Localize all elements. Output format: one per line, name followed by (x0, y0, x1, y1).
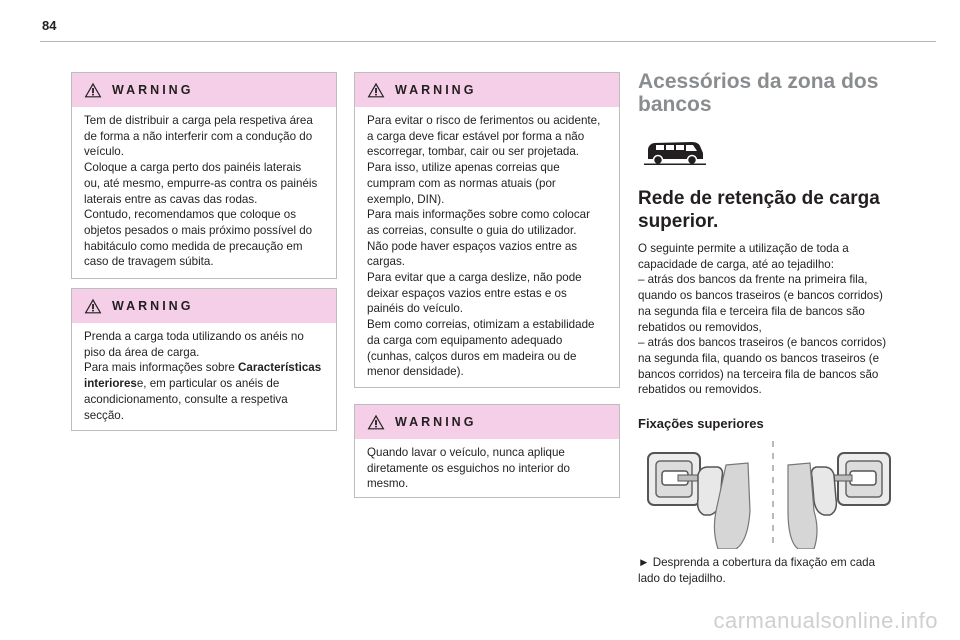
warning-header (355, 73, 619, 107)
warning-triangle-icon (84, 298, 102, 314)
warning-body (355, 439, 619, 500)
body-line: – atrás dos bancos da frente na primeira fila, (638, 273, 868, 287)
warning-header (72, 73, 336, 107)
subsection-title-line: Rede de retenção de carga (638, 188, 880, 209)
page-number: 84 (42, 18, 57, 33)
warning-body (355, 107, 619, 388)
warning-line: Para mais informações sobre como colocar (367, 208, 590, 222)
body-line: na segunda fila e terceira fila de bancos são (638, 304, 865, 318)
section-title-line: bancos (638, 93, 712, 116)
warning-line: secção. (84, 408, 124, 422)
vehicle-van-icon (642, 136, 706, 168)
warning-box-washing (354, 404, 620, 498)
warning-line: da carga com equipamento adequado (367, 333, 563, 347)
warning-line: as correias, consulte o guia do utilizador. (367, 223, 577, 237)
warning-text: Para mais informações sobre (84, 361, 239, 375)
warning-line: ou, até mesmo, empurre-as contra os painéis (84, 176, 318, 190)
subsection-title (638, 187, 900, 233)
warning-text: e, em particular os anéis de (136, 377, 280, 391)
warning-line: Tem de distribuir a carga pela respetiva área (84, 114, 313, 127)
warning-triangle-icon (84, 82, 102, 98)
warning-line: a carga deve ficar estável por forma a não (367, 129, 585, 143)
warning-line: caso de travagem súbita. (84, 255, 214, 269)
body-line: quando os bancos traseiros (e bancos corridos) (638, 289, 883, 303)
section-title-line: Acessórios da zona dos (638, 70, 879, 93)
warning-line (84, 360, 326, 376)
warning-line (84, 376, 326, 392)
warning-line: painéis do veículo. (367, 302, 464, 316)
warning-title: WARNING (112, 83, 194, 97)
upper-fixings-diagram (638, 441, 900, 549)
instruction-caption (638, 555, 900, 586)
warning-line: Para evitar o risco de ferimentos ou acidente, (367, 114, 601, 127)
body-line: O seguinte permite a utilização de toda a (638, 242, 849, 255)
seat-accessories-section (638, 70, 900, 586)
warning-line: Quando lavar o veículo, nunca aplique (367, 446, 565, 459)
warning-triangle-icon (367, 82, 385, 98)
warning-line: menor densidade). (367, 365, 464, 379)
warning-title: WARNING (112, 299, 194, 313)
caption-line: ► Desprenda a cobertura da fixação em cada (638, 556, 876, 570)
warning-header (355, 405, 619, 439)
body-line: capacidade de carga, até ao tejadilho: (638, 257, 834, 271)
watermark: carmanualsonline.info (713, 608, 938, 633)
caption-line: lado do tejadilho. (638, 571, 726, 585)
warning-box-load-distribution (71, 72, 337, 279)
warning-box-load-stability (354, 72, 620, 388)
warning-line: Coloque a carga perto dos painéis laterais (84, 161, 302, 175)
warning-line: exemplo, DIN). (367, 192, 445, 206)
warning-line: mesmo. (367, 477, 409, 491)
warning-line: Para evitar que a carga deslize, não pode (367, 271, 582, 285)
warning-line: cumpram com as normas atuais (por (367, 176, 556, 190)
warning-line: laterais entre as cavas das rodas. (84, 192, 258, 206)
warning-line: acondicionamento, consulte a respetiva (84, 392, 288, 406)
warning-line: escorregar, tombar, cair ou ser projetada. (367, 145, 580, 159)
section-body (638, 241, 900, 398)
body-line: rebatidos ou removidos. (638, 383, 762, 397)
warning-line: cargas. (367, 255, 406, 269)
warning-body (72, 323, 336, 431)
body-line: na segunda fila, quando os bancos traseiros (e (638, 351, 880, 365)
warning-line: deixar espaços vazios entre estas e os (367, 286, 567, 300)
warning-line: Para isso, utilize apenas correias que (367, 161, 560, 175)
warning-line: objetos pesados o mais próximo possível do (84, 223, 313, 237)
warning-header (72, 289, 336, 323)
warning-line: Contudo, recomendamos que coloque os (84, 208, 297, 222)
warning-line: veículo. (84, 145, 124, 159)
subsection-title-line: superior. (638, 211, 719, 232)
body-line: bancos corridos) na terceira fila de bancos são (638, 367, 879, 381)
body-line: rebatidos ou removidos, (638, 320, 762, 334)
warning-line: diretamente os esguichos no interior do (367, 461, 571, 475)
body-line: – atrás dos bancos traseiros (e bancos corridos) (638, 336, 887, 350)
cross-reference-link: Características (238, 361, 322, 375)
warning-title: WARNING (395, 415, 477, 429)
warning-line: piso da área de carga. (84, 345, 200, 359)
warning-line: (cunhas, calços duros em madeira ou de (367, 349, 577, 363)
warning-line: habitáculo como medida de precaução em (84, 239, 303, 253)
warning-body (72, 107, 336, 278)
section-title (638, 70, 900, 116)
fixings-title: Fixações superiores (638, 416, 764, 432)
warning-title: WARNING (395, 83, 477, 97)
warning-line: de forma a não interferir com a condução do (84, 129, 313, 143)
warning-box-secure-load (71, 288, 337, 431)
header-rule (40, 41, 936, 42)
warning-line: Prenda a carga toda utilizando os anéis no (84, 330, 304, 343)
warning-line: Bem como correias, otimizam a estabilidade (367, 318, 595, 332)
warning-triangle-icon (367, 414, 385, 430)
cross-reference-link: interiores (84, 377, 137, 391)
warning-line: Não pode haver espaços vazios entre as (367, 239, 578, 253)
